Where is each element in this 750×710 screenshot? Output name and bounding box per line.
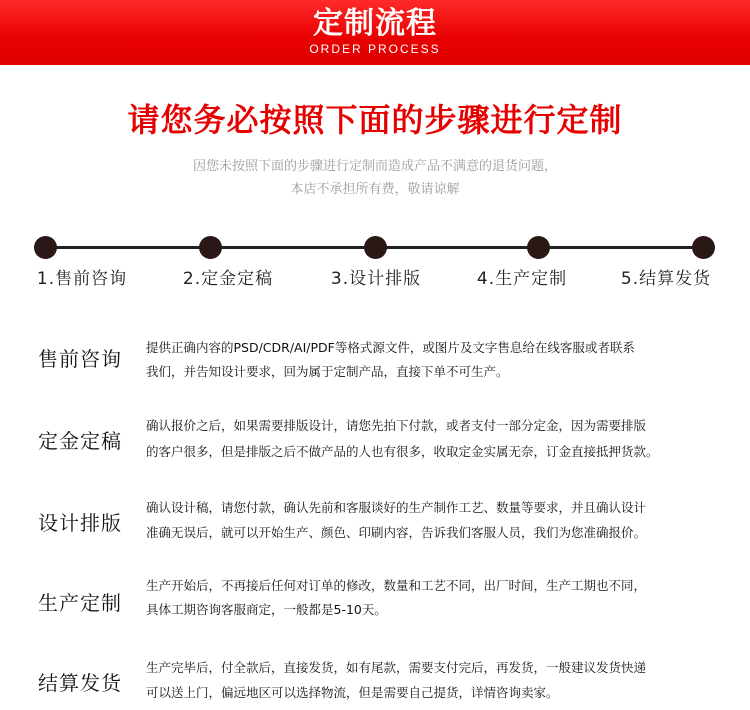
step-label-5: 5.结算发货 [620,269,712,289]
section-text-line-2: 准确无误后，就可以开始生产、颜色、印刷内容，告诉我们客服人员，我们为您准确报价。 [146,525,647,540]
timeline-dot-1 [34,236,57,259]
section-text-line-1: 提供正确内容的PSD/CDR/AI/PDF等格式源文件，或图片及文字售息给在线客服或者联系 [146,340,635,355]
timeline-dot-2 [199,236,222,259]
timeline-dot-4 [527,236,550,259]
timeline-dot-5 [692,236,715,259]
step-label-1: 1.售前咨询 [36,269,128,289]
section-text-line-1: 确认报价之后，如果需要排版设计，请您先拍下付款，或者支付一部分定金，因为需要排版 [146,418,647,433]
section-text-line-1: 生产开始后，不再接后任何对订单的修改，数量和工艺不同，出厂时间，生产工期也不同， [146,578,647,593]
step-label-2: 2.定金定稿 [182,269,274,289]
section-text-line-2: 可以送上门，偏远地区可以选择物流，但是需要自己提货，详情咨询卖家。 [146,685,559,700]
section-text-line-2: 具体工期咨询客服商定，一般都是5-10天。 [146,602,387,617]
notice-line-2: 本店不承担所有费，敬请谅解 [290,182,460,197]
header-banner [0,0,750,65]
section-text-line-1: 生产完毕后，付全款后，直接发货，如有尾款，需要支付完后，再发货，一般建议发货快递 [146,660,647,675]
section-title: 售前咨询 [38,347,122,371]
section-title: 设计排版 [38,511,122,535]
step-label-3: 3.设计排版 [330,269,422,289]
section-title: 生产定制 [38,591,122,615]
section-text-line-2: 的客户很多，但是排版之后不做产品的人也有很多，收取定金实属无奈，订金直接抵押货款。 [146,444,659,459]
section-text-line-2: 我们，并告知设计要求，回为属于定制产品，直接下单不可生产。 [146,364,509,379]
headline: 请您务必按照下面的步骤进行定制 [127,101,623,139]
banner-title: 定制流程 [313,6,437,41]
section-title: 结算发货 [38,671,122,695]
section-text-line-1: 确认设计稿，请您付款，确认先前和客服谈好的生产制作工艺、数量等要求，并且确认设计 [146,500,647,515]
timeline-dot-3 [364,236,387,259]
step-label-4: 4.生产定制 [476,269,568,289]
notice-line-1: 因您未按照下面的步骤进行定制而造成产品不满意的退货问题， [192,159,557,174]
banner-subtitle: ORDER PROCESS [309,42,441,56]
section-title: 定金定稿 [38,429,122,453]
